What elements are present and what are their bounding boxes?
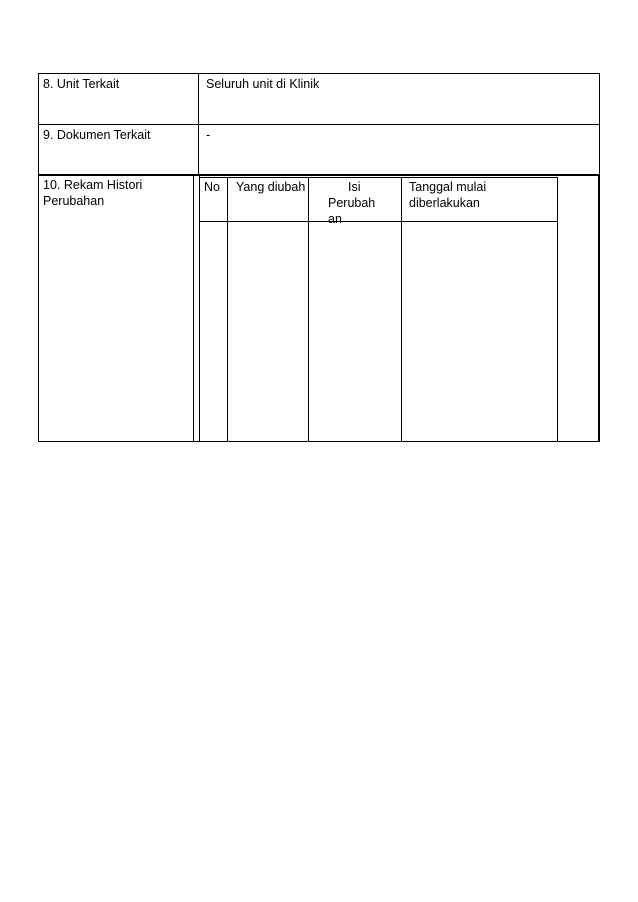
history-header-isi-line1: Isi [348, 180, 361, 194]
row-separator [39, 175, 599, 176]
rekam-histori-label-line2: Perubahan [43, 194, 105, 208]
history-header-no: No [204, 180, 220, 194]
unit-terkait-label: 8. Unit Terkait [39, 74, 199, 124]
history-col-line [401, 177, 402, 441]
unit-terkait-value: Seluruh unit di Klinik [206, 77, 320, 91]
dokumen-terkait-value: - [206, 128, 211, 142]
history-header-tanggal-line1: Tanggal mulai [409, 180, 487, 194]
history-col-line [557, 177, 558, 441]
history-header-yang-diubah: Yang diubah [236, 180, 306, 194]
history-header-isi-line3: an [328, 212, 342, 226]
history-col-line [227, 177, 228, 441]
history-header-tanggal [401, 177, 557, 211]
document-table [38, 73, 600, 442]
row-unit-terkait [39, 74, 599, 125]
history-header-tanggal-line2: diberlakukan [409, 196, 480, 210]
dokumen-terkait-label: 9. Dokumen Terkait [39, 125, 199, 174]
history-header-isi-line2: Perubah [328, 196, 376, 210]
row-rekam-histori [39, 175, 599, 441]
rekam-histori-label-line1: 10. Rekam Histori [43, 178, 143, 192]
history-header-isi-perubahan [308, 177, 401, 227]
history-col-line [199, 177, 200, 441]
history-col-line [598, 175, 599, 441]
row-dokumen-terkait [39, 125, 599, 175]
rekam-histori-label [39, 175, 194, 441]
history-table [199, 177, 599, 441]
